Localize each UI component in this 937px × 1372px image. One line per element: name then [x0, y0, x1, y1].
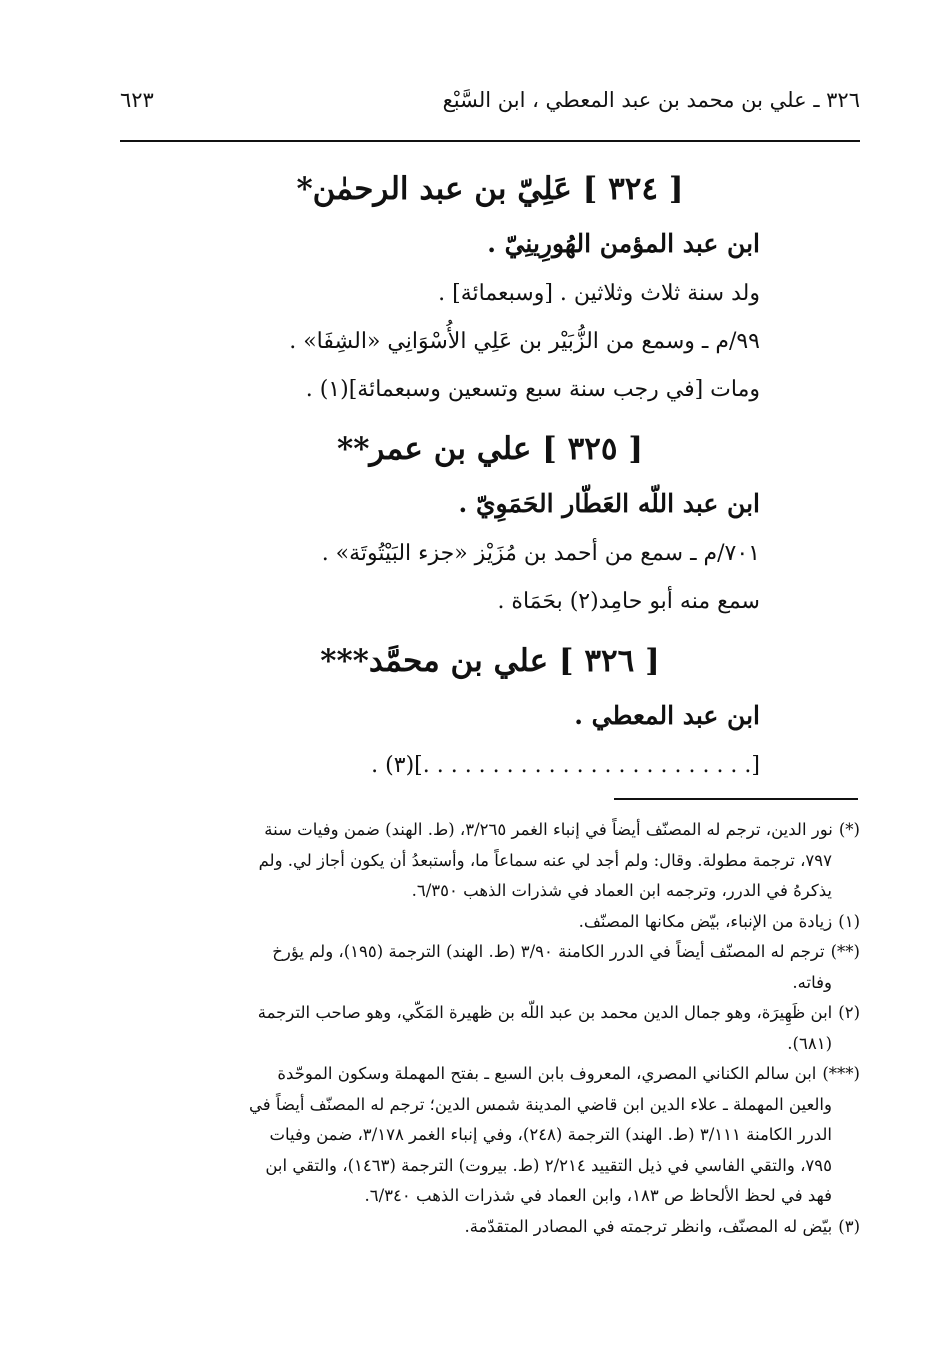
footnote-line: بيّض له المصنّف، وانظر ترجمته في المصادر المتقدّمة. — [464, 1216, 833, 1236]
footnote-line: ٧٩٧، ترجمة مطولة. وقال: ولم أجد لي عنه سماعاً ما، وأستبعدُ أن يكون أجاز لي. ولم — [258, 850, 832, 870]
footnote-marker: (*) — [838, 820, 860, 839]
footnotes — [120, 815, 860, 1242]
footnote-line: ابن سالم الكناني المصري، المعروف بابن السبع ـ بفتح المهملة وسكون الموحّدة — [277, 1064, 817, 1083]
footnote — [120, 998, 860, 1029]
entry-324-hearing: ٩٩/م ـ وسمع من الزُّبَيْر بن عَلِي الأُسْوَانِي «الشِفَا» . — [289, 329, 760, 354]
entry-325-hearing: ٧٠١/م ـ سمع من أحمد بن مُزَيْز «جزء البَيْتُوتَة» . — [321, 541, 760, 566]
footnote-line: والعين المهملة ـ علاء الدين ابن قاضي المدينة شمس الدين؛ ترجم له المصنّف أيضاً في — [249, 1094, 832, 1114]
entry-heading-325: [ ٣٢٥ ] علي بن عمر** — [336, 431, 644, 467]
footnote-line: يذكرهُ في الدرر، وترجمه ابن العماد في شذرات الذهب ٦/٣٥٠. — [411, 881, 832, 900]
footnote-line: ابن ظَهِيرَة، وهو جمال الدين محمد بن عبد اللّه بن ظهيرة المَكّي، وهو صاحب الترجمة — [257, 1003, 833, 1022]
footnote — [120, 1212, 860, 1243]
page-number: ٦٢٣ — [120, 88, 154, 112]
footnote-marker: (***) — [822, 1064, 860, 1083]
entry-324-lineage: ابن عبد المؤمن الهُورِينِيّ . — [487, 229, 760, 258]
footnote-marker: (**) — [830, 942, 860, 961]
footnote-marker: (١) — [838, 911, 860, 931]
entry-324-birth: ولد سنة ثلاث وثلاثين . [وسبعمائة] . — [438, 281, 760, 306]
footnote-line: زيادة من الإنباء، بيّض مكانها المصنّف. — [578, 911, 833, 931]
entry-326-blank: [. . . . . . . . . . . . . . . . . . . . . . . .](٣) . — [371, 753, 760, 778]
running-header — [120, 80, 860, 122]
footnote-line: نور الدين، ترجم له المصنّف أيضاً في إنباء الغمر ٣/٢٦٥، (ط. الهند) ضمن وفيات سنة — [264, 820, 833, 839]
footnote-divider — [614, 798, 858, 800]
running-header-title: ٣٢٦ ـ علي بن محمد بن عبد المعطي ، ابن السَّبْع — [442, 88, 860, 112]
footnote-line: (٦٨١). — [787, 1033, 832, 1053]
footnote-line: ٧٩٥، والتقي الفاسي في ذيل التقييد ٢/٢١٤ (ط. بيروت) الترجمة (١٤٦٣)، والتقي ابن — [265, 1155, 832, 1175]
footnote-marker: (٢) — [838, 1003, 860, 1022]
entry-326-lineage: ابن عبد المعطي . — [574, 701, 760, 730]
entry-324-death: ومات [في رجب سنة سبع وتسعين وسبعمائة](١) . — [305, 377, 760, 402]
main-text — [120, 150, 860, 790]
footnote-line: فهد في لحظ الألحاظ ص ١٨٣، وابن العماد في شذرات الذهب ٦/٣٤٠. — [364, 1186, 832, 1205]
footnote — [120, 907, 860, 938]
footnote — [120, 815, 860, 846]
footnote-marker: (٣) — [838, 1216, 860, 1236]
header-rule — [120, 140, 860, 142]
entry-325-students: سمع منه أبو حامِد(٢) بحَمَاة . — [497, 589, 760, 614]
footnote-line: الدرر الكامنة ٣/١١١ (ط. الهند) الترجمة (٢٤٨)، وفي إنباء الغمر ٣/١٧٨، ضمن وفيات — [269, 1125, 832, 1144]
entry-heading-326: [ ٣٢٦ ] علي بن محمَّد*** — [320, 643, 660, 679]
entry-325-lineage: ابن عبد اللّه العَطّار الحَمَوِيّ . — [458, 489, 760, 518]
footnote-line: وفاته. — [792, 972, 832, 992]
footnote — [120, 1059, 860, 1090]
footnote — [120, 937, 860, 968]
entry-heading-324: [ ٣٢٤ ] عَلِيّ بن عبد الرحمٰن* — [296, 171, 684, 207]
footnote-line: ترجم له المصنّف أيضاً في الدرر الكامنة ٣/٩٠ (ط. الهند) الترجمة (١٩٥)، ولم يؤرخ — [272, 942, 825, 961]
